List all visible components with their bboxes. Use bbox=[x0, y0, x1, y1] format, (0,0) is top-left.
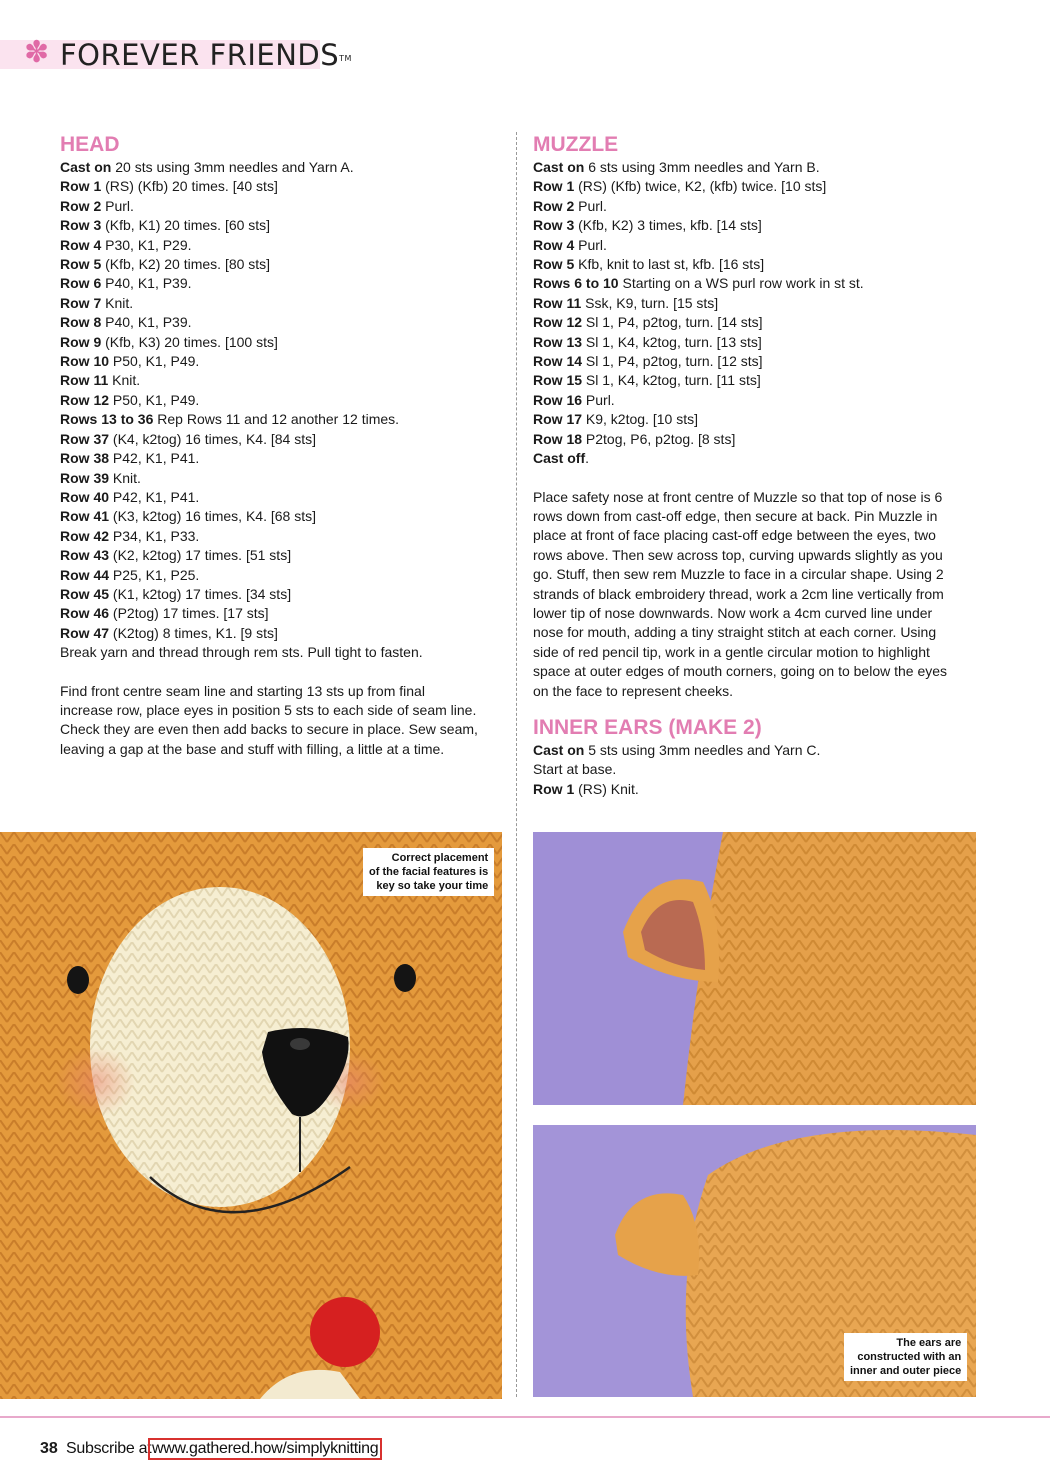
paragraph-line: strands of black embroidery thread, work a 2cm line vertically from bbox=[533, 585, 944, 602]
paragraph-line: Check they are even then add backs to secure in place. Sew seam, bbox=[60, 721, 478, 738]
instruction-row bbox=[60, 430, 500, 449]
instruction-row bbox=[533, 352, 978, 371]
row-label: Row 15 bbox=[533, 372, 583, 389]
instruction-row bbox=[533, 760, 978, 779]
instruction-row bbox=[533, 236, 978, 255]
instruction-row bbox=[60, 391, 500, 410]
row-text: (K2, k2tog) 17 times. [51 sts] bbox=[109, 547, 292, 564]
instruction-row bbox=[60, 604, 500, 623]
row-text: . bbox=[585, 450, 590, 467]
instruction-row bbox=[533, 449, 978, 468]
paragraph-line: nose for mouth, adding a tiny straight stitch at each corner. Using bbox=[533, 624, 937, 641]
row-label: Row 12 bbox=[533, 314, 583, 331]
instruction-row bbox=[60, 236, 500, 255]
row-label: Row 7 bbox=[60, 294, 102, 311]
row-label: Row 38 bbox=[60, 450, 110, 467]
row-label: Row 9 bbox=[60, 333, 102, 350]
paragraph-line: Find front centre seam line and starting 13 sts up from final bbox=[60, 682, 425, 699]
paragraph-line: increase row, place eyes in position 5 sts to each side of seam line. bbox=[60, 701, 477, 718]
row-label: Row 3 bbox=[533, 217, 575, 234]
instruction-row bbox=[60, 566, 500, 585]
row-label: Row 43 bbox=[60, 547, 110, 564]
inner-ears-section-title: INNER EARS (MAKE 2) bbox=[533, 715, 762, 739]
instruction-row bbox=[533, 274, 978, 293]
row-text: Start at base. bbox=[533, 761, 617, 778]
row-text: P30, K1, P29. bbox=[101, 236, 192, 253]
row-text: Sl 1, K4, k2tog, turn. [11 sts] bbox=[582, 372, 761, 389]
row-text: P40, K1, P39. bbox=[101, 275, 192, 292]
instruction-row bbox=[60, 488, 500, 507]
bear-face-photo bbox=[0, 832, 502, 1399]
trademark-mark: TM bbox=[339, 54, 352, 63]
instruction-row bbox=[60, 255, 500, 274]
instruction-row bbox=[60, 410, 500, 429]
flower-icon: ✽ bbox=[24, 36, 50, 69]
instruction-row bbox=[533, 371, 978, 390]
muzzle-section-title: MUZZLE bbox=[533, 133, 619, 156]
instruction-row bbox=[533, 177, 978, 196]
row-text: Rep Rows 11 and 12 another 12 times. bbox=[153, 411, 400, 428]
row-text: Knit. bbox=[109, 469, 141, 486]
inner-ear-photo bbox=[533, 832, 976, 1105]
row-text: Ssk, K9, turn. [15 sts] bbox=[581, 294, 719, 311]
inner-ears-instructions bbox=[533, 741, 978, 799]
row-label: Row 11 bbox=[533, 294, 582, 311]
paragraph-line: Place safety nose at front centre of Muzzle so that top of nose is 6 bbox=[533, 488, 943, 505]
row-label: Row 2 bbox=[533, 197, 575, 214]
instruction-row bbox=[60, 507, 500, 526]
instruction-row bbox=[533, 430, 978, 449]
instruction-row bbox=[533, 741, 978, 760]
instruction-row bbox=[60, 546, 500, 565]
instruction-row bbox=[60, 643, 500, 662]
row-label: Row 5 bbox=[60, 256, 102, 273]
instruction-row bbox=[533, 216, 978, 235]
instruction-row bbox=[533, 391, 978, 410]
row-label: Row 8 bbox=[60, 314, 102, 331]
row-label: Row 10 bbox=[60, 353, 110, 370]
subscribe-text: Subscribe at bbox=[66, 1440, 152, 1457]
row-text: 5 sts using 3mm needles and Yarn C. bbox=[584, 741, 821, 758]
instruction-row bbox=[60, 158, 500, 177]
subscribe-link[interactable]: www.gathered.how/simplyknitting bbox=[148, 1438, 382, 1460]
paragraph-line: place at front of face placing cast-off edge between the eyes, two bbox=[533, 527, 936, 544]
row-label: Row 14 bbox=[533, 353, 583, 370]
row-label: Row 46 bbox=[60, 605, 110, 622]
head-paragraph bbox=[60, 682, 500, 760]
row-text: Purl. bbox=[582, 391, 615, 408]
row-label: Rows 13 to 36 bbox=[60, 411, 154, 428]
row-label: Row 16 bbox=[533, 391, 583, 408]
row-label: Cast on bbox=[533, 159, 585, 175]
row-text: (RS) (Kfb) twice, K2, (kfb) twice. [10 sts] bbox=[574, 178, 827, 195]
row-text: Purl. bbox=[101, 197, 134, 214]
instruction-row bbox=[533, 313, 978, 332]
instruction-row bbox=[60, 177, 500, 196]
instruction-row bbox=[60, 371, 500, 390]
row-text: P2tog, P6, p2tog. [8 sts] bbox=[582, 430, 736, 447]
row-text: (K2tog) 8 times, K1. [9 sts] bbox=[109, 624, 278, 641]
instruction-row bbox=[60, 449, 500, 468]
row-label: Row 2 bbox=[60, 197, 102, 214]
row-label: Row 11 bbox=[60, 372, 109, 389]
row-label: Row 5 bbox=[533, 256, 575, 273]
row-text: (Kfb, K3) 20 times. [100 sts] bbox=[101, 333, 278, 350]
row-label: Row 40 bbox=[60, 488, 110, 505]
row-text: Knit. bbox=[108, 372, 141, 389]
instruction-row bbox=[60, 333, 500, 352]
row-text: P50, K1, P49. bbox=[109, 391, 200, 408]
row-text: P42, K1, P41. bbox=[109, 450, 200, 467]
row-label: Row 1 bbox=[533, 780, 575, 797]
row-text: Sl 1, P4, p2tog, turn. [14 sts] bbox=[582, 314, 763, 331]
row-label: Row 1 bbox=[60, 178, 102, 195]
row-text: (K1, k2tog) 17 times. [34 sts] bbox=[109, 585, 292, 602]
row-text: (RS) Knit. bbox=[574, 780, 639, 797]
row-label: Rows 6 to 10 bbox=[533, 275, 619, 292]
row-text: Break yarn and thread through rem sts. Pull tight to fasten. bbox=[60, 644, 423, 661]
head-section-title: HEAD bbox=[60, 133, 120, 156]
magazine-section-title: FOREVER FRIENDS™ bbox=[60, 38, 352, 72]
row-label: Row 45 bbox=[60, 585, 110, 602]
page-number: 38 bbox=[40, 1440, 58, 1457]
row-text: P34, K1, P33. bbox=[109, 527, 200, 544]
row-label: Row 1 bbox=[533, 178, 575, 195]
instruction-row bbox=[533, 780, 978, 799]
row-text: P25, K1, P25. bbox=[109, 566, 200, 583]
row-text: (Kfb, K2) 3 times, kfb. [14 sts] bbox=[574, 217, 762, 234]
row-text: 6 sts using 3mm needles and Yarn B. bbox=[584, 159, 820, 175]
instruction-row bbox=[533, 197, 978, 216]
paragraph-line: rows down from cast-off edge, then secure at back. Pin Muzzle in bbox=[533, 507, 938, 524]
row-text: P50, K1, P49. bbox=[109, 353, 200, 370]
row-text: (RS) (Kfb) 20 times. [40 sts] bbox=[101, 178, 278, 195]
row-label: Row 39 bbox=[60, 469, 110, 486]
row-text: Sl 1, P4, p2tog, turn. [12 sts] bbox=[582, 353, 763, 370]
footer-rule bbox=[0, 1416, 1050, 1418]
row-label: Row 4 bbox=[533, 236, 575, 253]
row-label: Cast off bbox=[533, 450, 586, 467]
row-text: (Kfb, K1) 20 times. [60 sts] bbox=[101, 217, 271, 234]
instruction-row bbox=[60, 527, 500, 546]
row-text: Purl. bbox=[574, 197, 607, 214]
instruction-row bbox=[60, 197, 500, 216]
muzzle-instructions bbox=[533, 158, 978, 469]
ears-caption: The ears are constructed with an inner and outer piece bbox=[844, 1333, 967, 1381]
row-text: K9, k2tog. [10 sts] bbox=[582, 411, 698, 428]
instruction-row bbox=[60, 624, 500, 643]
row-label: Row 44 bbox=[60, 566, 110, 583]
paragraph-line: side of red pencil tip, work in a gentle circular motion to highlight bbox=[533, 643, 930, 660]
row-label: Row 18 bbox=[533, 430, 583, 447]
row-text: Sl 1, K4, k2tog, turn. [13 sts] bbox=[582, 333, 762, 350]
row-text: (K3, k2tog) 16 times, K4. [68 sts] bbox=[109, 508, 316, 525]
paragraph-line: go. Stuff, then sew rem Muzzle to face in a circular shape. Using 2 bbox=[533, 566, 944, 583]
row-label: Row 17 bbox=[533, 411, 583, 428]
row-label: Row 6 bbox=[60, 275, 102, 292]
row-label: Row 42 bbox=[60, 527, 110, 544]
row-label: Row 41 bbox=[60, 508, 110, 525]
row-label: Cast on bbox=[60, 159, 112, 175]
instruction-row bbox=[60, 216, 500, 235]
instruction-row bbox=[60, 274, 500, 293]
instruction-row bbox=[60, 469, 500, 488]
row-text: 20 sts using 3mm needles and Yarn A. bbox=[111, 159, 354, 175]
row-text: (P2tog) 17 times. [17 sts] bbox=[109, 605, 269, 622]
instruction-row bbox=[533, 158, 978, 177]
paragraph-line: leaving a gap at the base and stuff with filling, a little at a time. bbox=[60, 740, 445, 757]
right-column bbox=[533, 132, 978, 799]
row-text: Kfb, knit to last st, kfb. [16 sts] bbox=[574, 256, 765, 273]
instruction-row bbox=[60, 294, 500, 313]
instruction-row bbox=[60, 352, 500, 371]
paragraph-line: lower tip of nose downwards. Now work a 4cm curved line under bbox=[533, 604, 933, 621]
column-divider bbox=[516, 132, 517, 1397]
instruction-row bbox=[533, 294, 978, 313]
row-label: Row 12 bbox=[60, 391, 110, 408]
face-caption: Correct placement of the facial features is key so take your time bbox=[363, 848, 494, 896]
row-label: Row 3 bbox=[60, 217, 102, 234]
row-text: Knit. bbox=[101, 294, 134, 311]
muzzle-paragraph bbox=[533, 488, 978, 701]
left-column bbox=[60, 132, 500, 759]
row-label: Row 4 bbox=[60, 236, 102, 253]
instruction-row bbox=[60, 313, 500, 332]
row-text: (Kfb, K2) 20 times. [80 sts] bbox=[101, 256, 271, 273]
paragraph-line: space at outer edges of mouth corners, going on to below the eyes bbox=[533, 663, 948, 680]
row-label: Row 37 bbox=[60, 430, 110, 447]
paragraph-line: on the face to represent cheeks. bbox=[533, 682, 734, 699]
instruction-row bbox=[533, 333, 978, 352]
row-text: P40, K1, P39. bbox=[101, 314, 192, 331]
row-text: P42, K1, P41. bbox=[109, 488, 200, 505]
paragraph-line: rows above. Then sew across top, curving upwards slightly as you bbox=[533, 546, 943, 563]
head-instructions bbox=[60, 158, 500, 663]
row-text: Purl. bbox=[574, 236, 607, 253]
row-text: Starting on a WS purl row work in st st. bbox=[618, 275, 864, 292]
instruction-row bbox=[533, 410, 978, 429]
row-label: Cast on bbox=[533, 741, 585, 758]
instruction-row bbox=[60, 585, 500, 604]
instruction-row bbox=[533, 255, 978, 274]
row-label: Row 13 bbox=[533, 333, 583, 350]
row-label: Row 47 bbox=[60, 624, 110, 641]
row-text: (K4, k2tog) 16 times, K4. [84 sts] bbox=[109, 430, 316, 447]
